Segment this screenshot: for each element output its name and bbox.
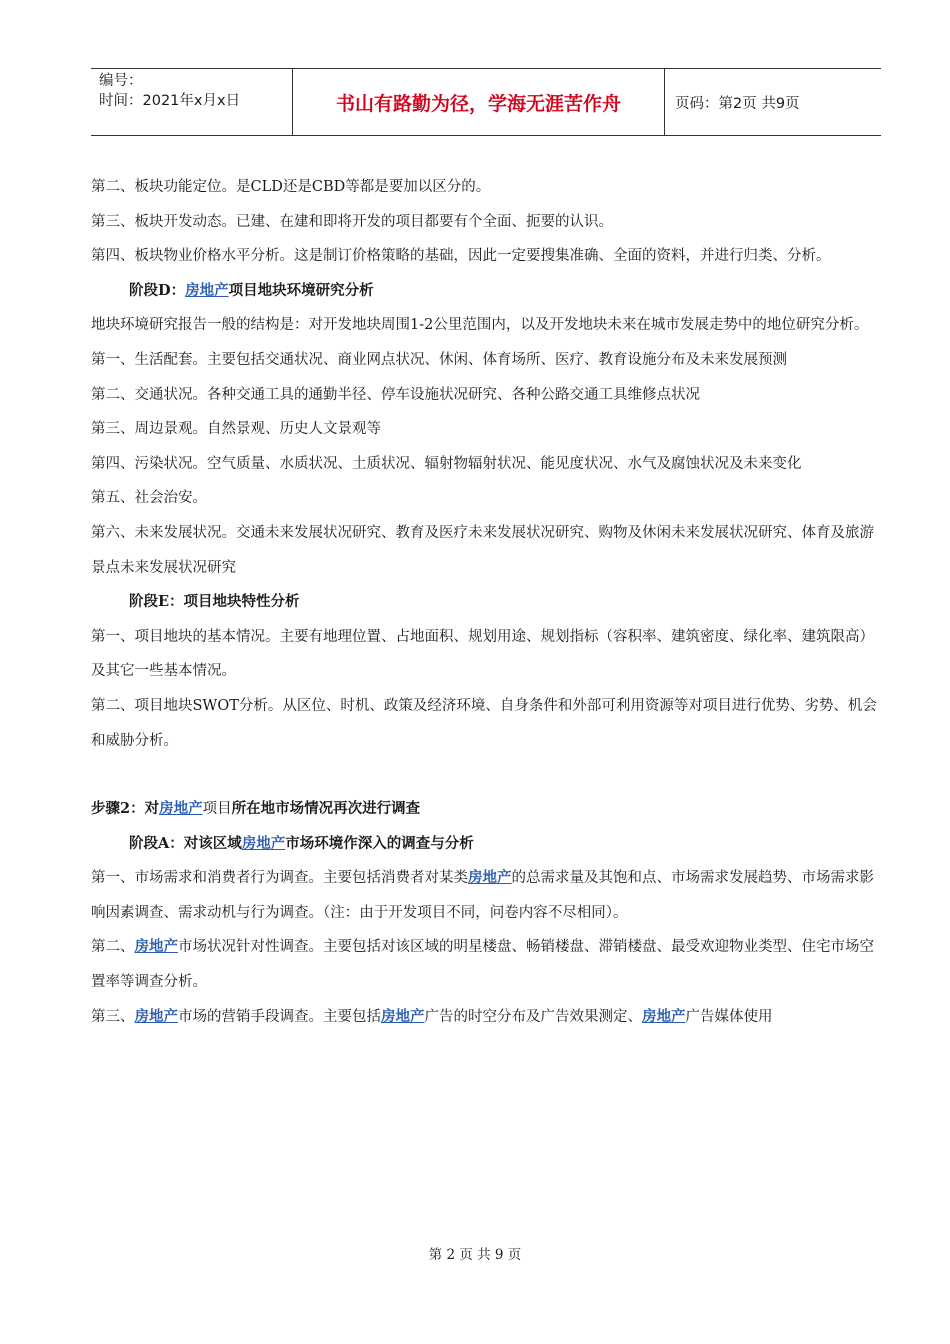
paragraph-text: 市场的营销手段调查。主要包括 <box>178 1008 381 1025</box>
paragraph-text: 市场状况针对性调查。主要包括对该区域的明星楼盘、畅销楼盘、滞销楼盘、最受欢迎物业类型、住宅市场空置率等调查分析。 <box>91 939 874 991</box>
step-2-heading <box>91 792 881 827</box>
stage-a-heading <box>91 827 881 862</box>
heading-text: 所在地市场情况再次进行调查 <box>231 800 421 818</box>
heading-text: 阶段A：对该区域 <box>129 834 242 852</box>
document-time-label: 时间：2021年x月x日 <box>99 93 241 109</box>
stage-d-heading <box>91 274 881 309</box>
paragraph: 第二、项目地块SWOT分析。从区位、时机、政策及经济环境、自身条件和外部可利用资源等对项目进行优势、劣势、机会和威胁分析。 <box>91 697 877 749</box>
paragraph <box>91 930 881 999</box>
paragraph: 第一、项目地块的基本情况。主要有地理位置、占地面积、规划用途、规划指标（容积率、建筑密度、绿化率、建筑限高）及其它一些基本情况。 <box>91 628 874 680</box>
document-number-label: 编号： <box>99 73 143 89</box>
heading-text: 市场环境作深入的调查与分析 <box>285 834 474 852</box>
page-header <box>91 68 881 136</box>
heading-text: 阶段D： <box>129 281 186 299</box>
page-footer: 第 2 页 共 9 页 <box>428 1247 522 1263</box>
paragraph: 第六、未来发展状况。交通未来发展状况研究、教育及医疗未来发展状况研究、购物及休闲未来发展状况研究、体育及旅游景点未来发展状况研究 <box>91 524 874 576</box>
stage-e-heading: 阶段E：项目地块特性分析 <box>129 593 300 611</box>
real-estate-link[interactable]: 房地产 <box>185 281 229 299</box>
paragraph-text: 广告媒体使用 <box>685 1008 773 1025</box>
paragraph: 第五、社会治安。 <box>91 490 207 507</box>
paragraph: 第三、板块开发动态。已建、在建和即将开发的项目都要有个全面、扼要的认识。 <box>91 213 613 230</box>
paragraph: 第一、生活配套。主要包括交通状况、商业网点状况、休闲、体育场所、医疗、教育设施分布及未来发展预测 <box>91 351 787 368</box>
paragraph: 第三、周边景观。自然景观、历史人文景观等 <box>91 421 381 438</box>
header-motto: 书山有路勤为径，学海无涯苦作舟 <box>293 69 665 135</box>
real-estate-link[interactable]: 房地产 <box>642 1007 686 1025</box>
header-meta <box>91 69 293 135</box>
paragraph-text: 的总需求量及其饱和点、市场需求发展趋势、市场需求影响因素调查、需求动机与行为调查。（注：由于开发项目不同，问卷内容不尽相同）。 <box>91 870 874 921</box>
document-body <box>91 170 881 1034</box>
paragraph: 地块环境研究报告一般的结构是：对开发地块周围1-2公里范围内，以及开发地块未来在城市发展走势中的地位研究分析。 <box>91 317 869 334</box>
heading-text: 项目地块环境研究分析 <box>228 281 374 299</box>
spacer <box>91 758 881 792</box>
heading-text: 项目 <box>202 801 232 818</box>
paragraph: 第二、交通状况。各种交通工具的通勤半径、停车设施状况研究、各种公路交通工具维修点状况 <box>91 386 700 403</box>
paragraph: 第二、板块功能定位。是CLD还是CBD等都是要加以区分的。 <box>91 179 491 195</box>
paragraph <box>91 861 881 930</box>
paragraph-text: 第一、市场需求和消费者行为调查。主要包括消费者对某类 <box>91 870 468 887</box>
real-estate-link[interactable]: 房地产 <box>159 800 203 818</box>
paragraph-text: 广告的时空分布及广告效果测定、 <box>424 1008 642 1025</box>
paragraph: 第四、板块物业价格水平分析。这是制订价格策略的基础，因此一定要搜集准确、全面的资料，并进行归类、分析。 <box>91 248 831 265</box>
paragraph: 第四、污染状况。空气质量、水质状况、土质状况、辐射物辐射状况、能见度状况、水气及腐蚀状况及未来变化 <box>91 455 802 472</box>
paragraph-text: 第三、 <box>91 1008 135 1025</box>
paragraph <box>91 1000 881 1035</box>
heading-text: 步骤2：对 <box>91 800 160 818</box>
header-page-indicator: 页码：第2页 共9页 <box>675 95 800 112</box>
real-estate-link[interactable]: 房地产 <box>134 938 178 956</box>
real-estate-link[interactable]: 房地产 <box>241 834 286 852</box>
paragraph-text: 第二、 <box>91 939 135 956</box>
real-estate-link[interactable]: 房地产 <box>381 1007 425 1025</box>
real-estate-link[interactable]: 房地产 <box>134 1007 178 1025</box>
real-estate-link[interactable]: 房地产 <box>468 869 512 887</box>
